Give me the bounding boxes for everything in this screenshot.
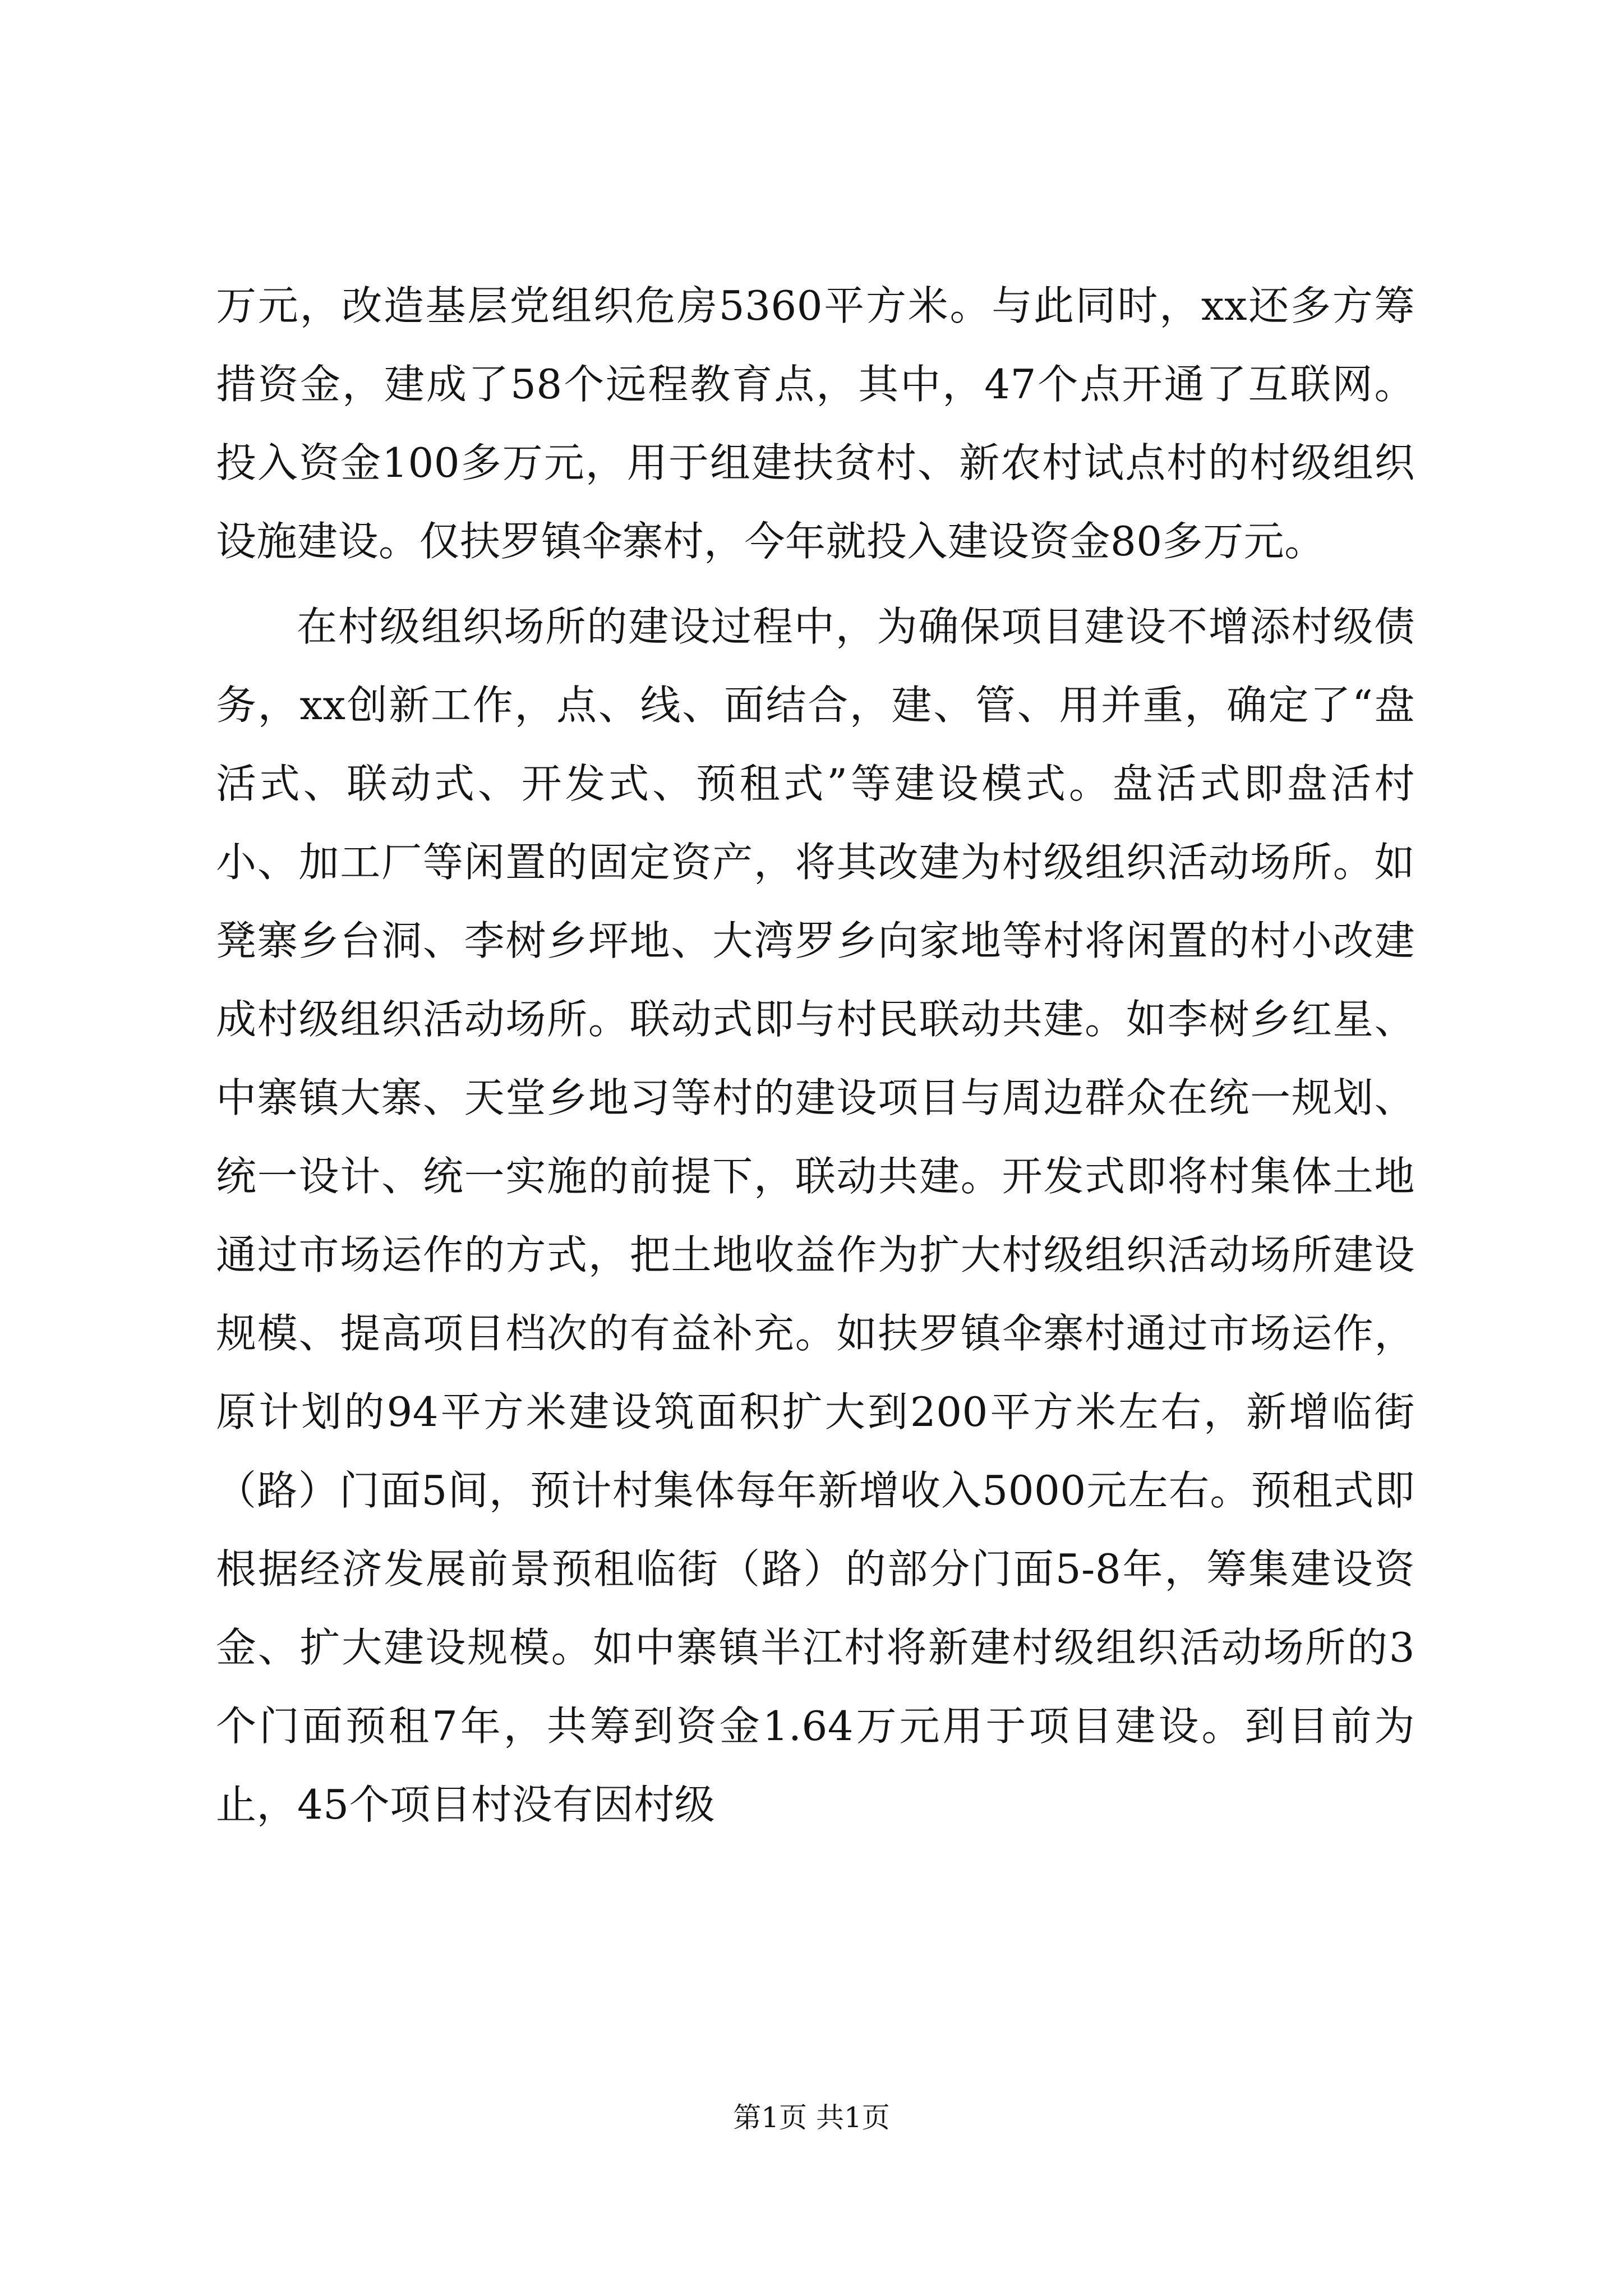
paragraph-1: 万元，改造基层党组织危房5360平方米。与此同时，xx还多方筹措资金，建成了58个远程教育点，其中，47个点开通了互联网。投入资金100多万元，用于组建扶贫村、新农村试点村的村级组织设施建设。仅扶罗镇伞寨村，今年就投入建设资金80多万元。 [216, 282, 1415, 565]
page-footer: 第1页 共1页 [733, 2101, 890, 2134]
paragraph-2: 在村级组织场所的建设过程中，为确保项目建设不增添村级债务，xx创新工作，点、线、面结合，建、管、用并重，确定了“盘活式、联动式、开发式、预租式”等建设模式。盘活式即盘活村小、加工厂等闲置的固定资产，将其改建为村级组织活动场所。如凳寨乡台洞、李树乡坪地、大湾罗乡向家地等村将闲置的村小改建成村级组织活动场所。联动式即与村民联动共建。如李树乡红星、中寨镇大寨、天堂乡地习等村的建设项目与周边群众在统一规划、统一设计、统一实施的前提下，联动共建。开发式即将村集体土地通过市场运作的方式，把土地收益作为扩大村级组织活动场所建设规模、提高项目档次的有益补充。如扶罗镇伞寨村通过市场运作，原计划的94平方米建设筑面积扩大到200平方米左右，新增临街（路）门面5间，预计村集体每年新增收入5000元左右。预租式即根据经济发展前景预租临街（路）的部分门面5-8年，筹集建设资金、扩大建设规模。如中寨镇半江村将新建村级组织活动场所的3个门面预租7年，共筹到资金1.64万元用于项目建设。到目前为止，45个项目村没有因村级 [216, 603, 1415, 1828]
document-body [216, 266, 1415, 1844]
